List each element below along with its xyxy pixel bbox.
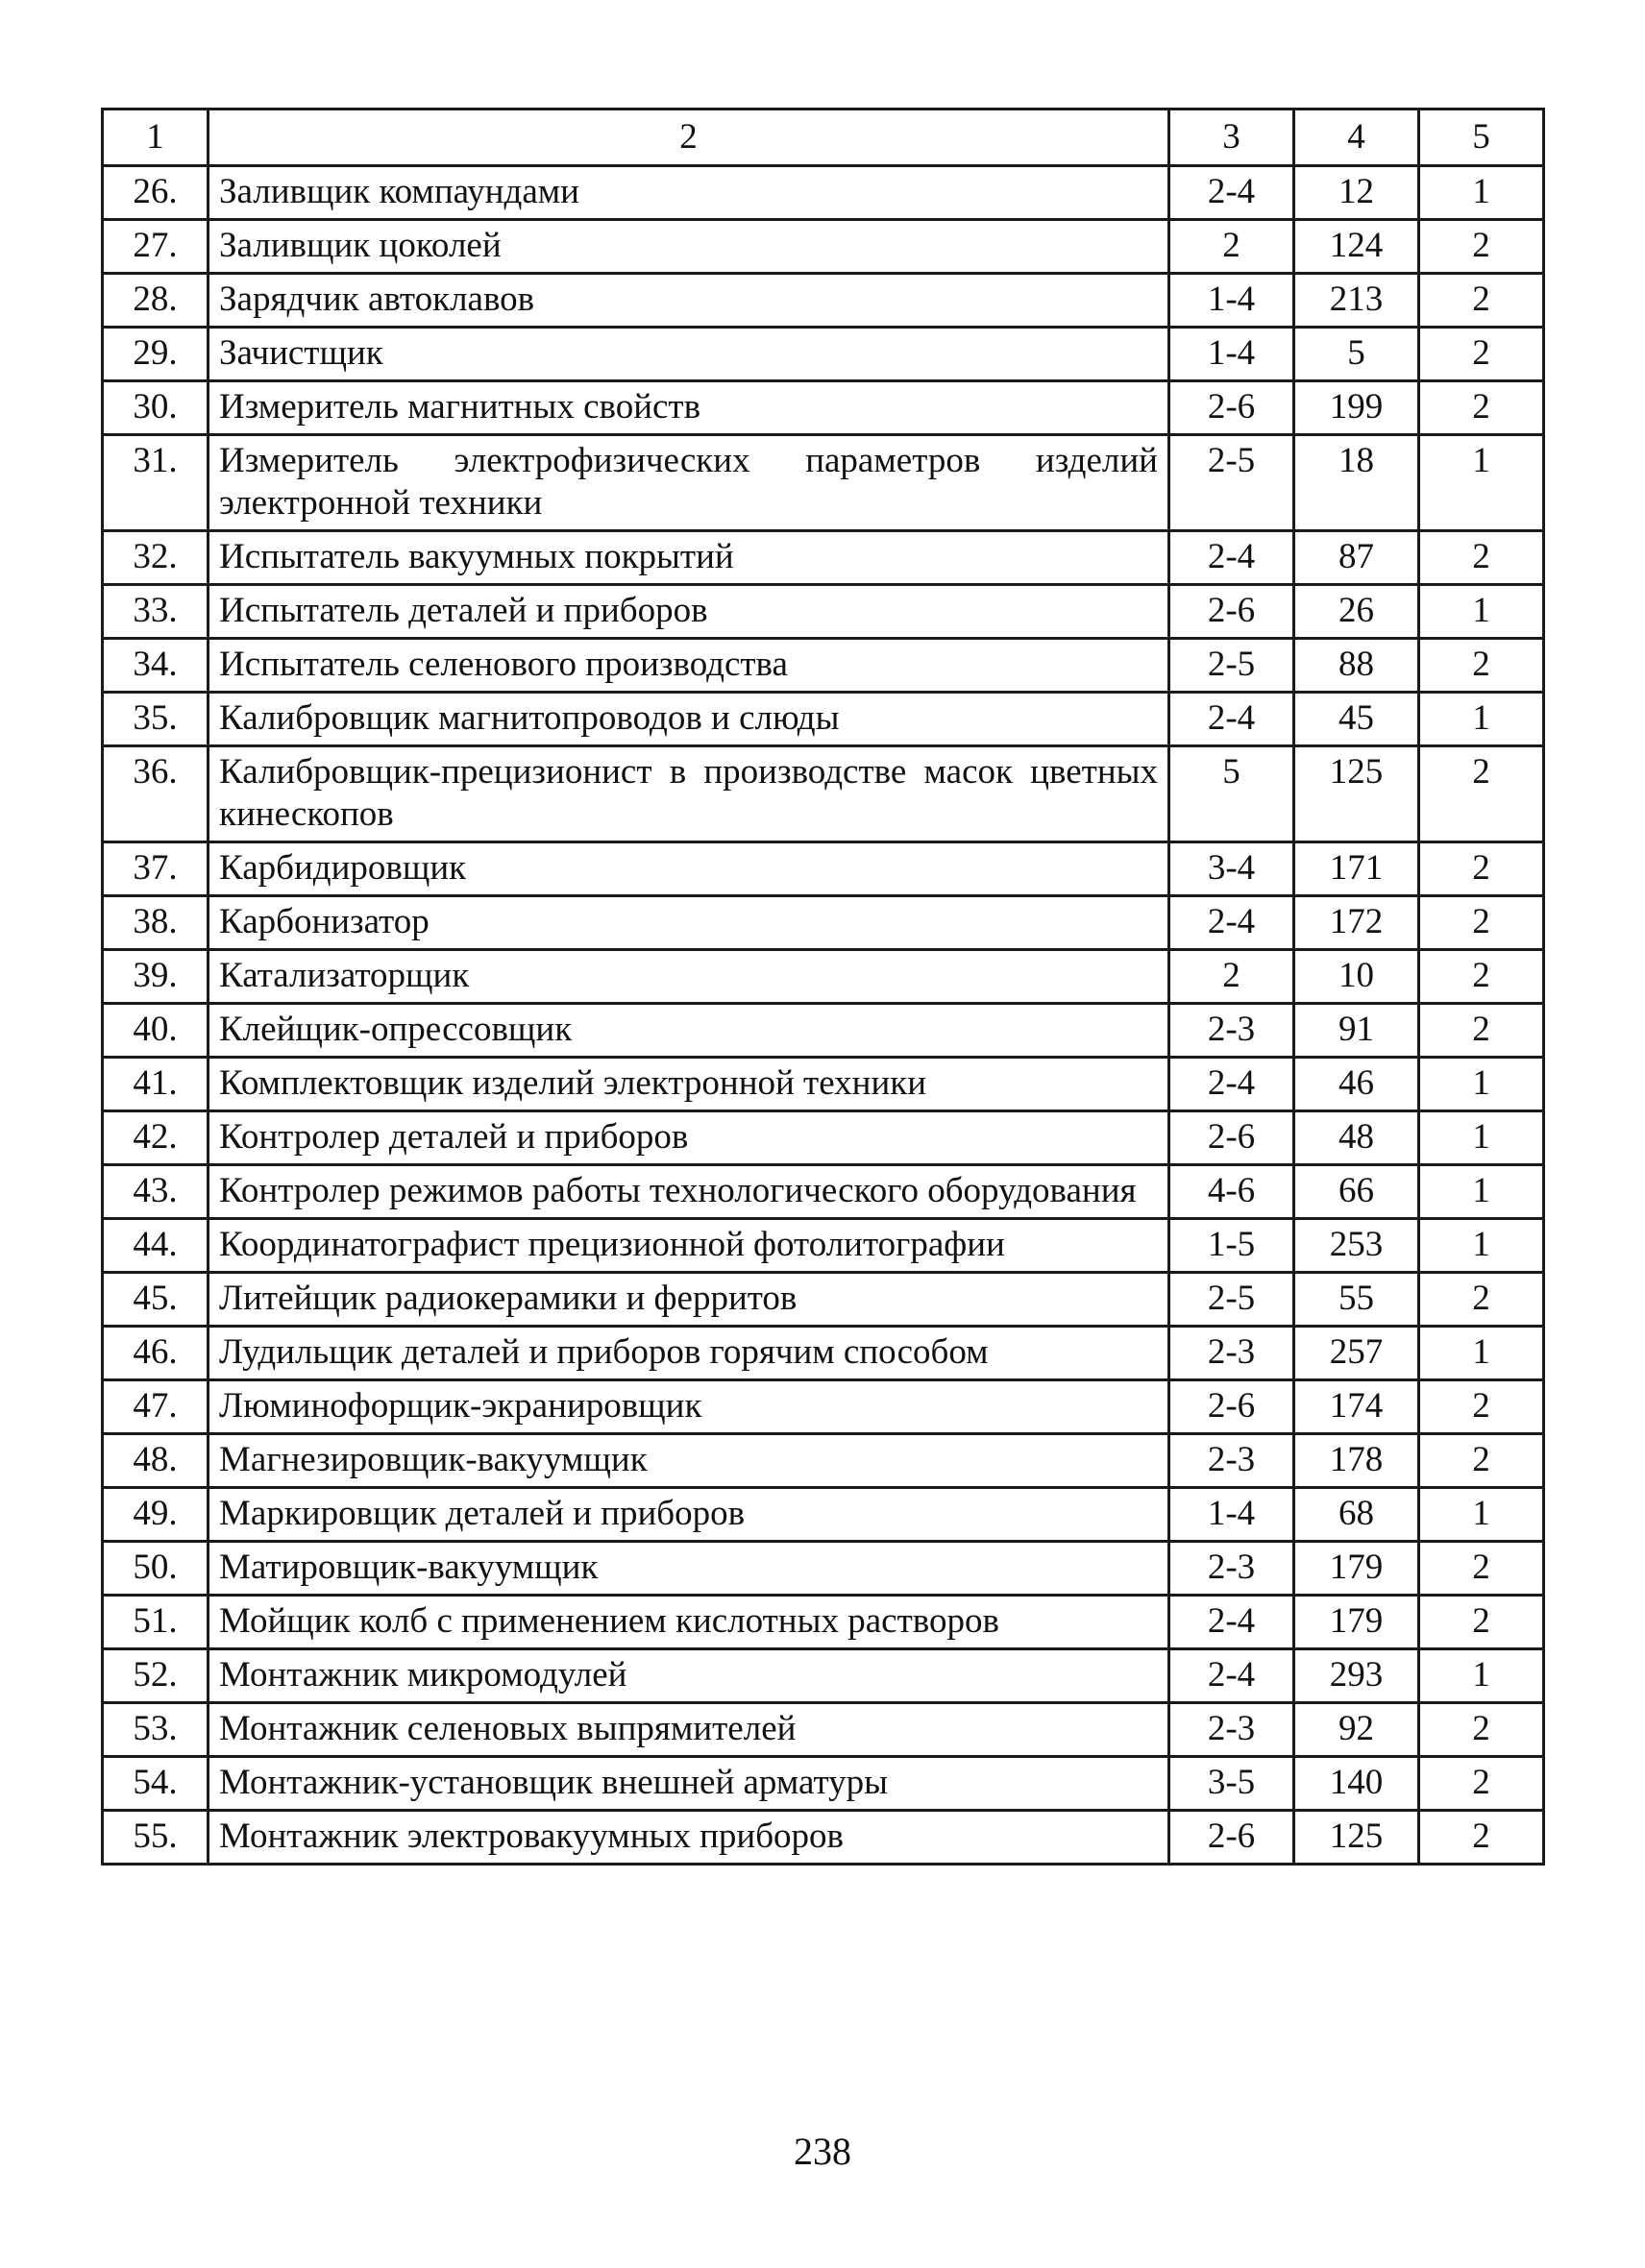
grade-range-cell: 2-4 [1169, 531, 1294, 585]
reference-cell: 46 [1294, 1058, 1419, 1111]
reference-cell: 91 [1294, 1004, 1419, 1058]
reference-cell: 125 [1294, 1811, 1419, 1865]
row-number-cell: 47. [103, 1380, 209, 1434]
reference-cell: 213 [1294, 274, 1419, 328]
table-row [103, 1649, 1544, 1703]
reference-cell: 140 [1294, 1757, 1419, 1811]
table-row [103, 1165, 1544, 1219]
row-number-cell: 30. [103, 381, 209, 435]
occupation-name-cell: Измеритель магнитных свойств [209, 381, 1169, 435]
category-cell: 2 [1419, 531, 1544, 585]
grade-range-cell: 2-3 [1169, 1434, 1294, 1488]
reference-cell: 124 [1294, 220, 1419, 274]
table-row [103, 746, 1544, 842]
reference-cell: 293 [1294, 1649, 1419, 1703]
category-cell: 2 [1419, 1434, 1544, 1488]
occupation-name-cell: Маркировщик деталей и приборов [209, 1488, 1169, 1542]
category-cell: 2 [1419, 274, 1544, 328]
category-cell: 1 [1419, 1111, 1544, 1165]
occupation-name-cell: Литейщик радиокерамики и ферритов [209, 1273, 1169, 1327]
grade-range-cell: 2-5 [1169, 639, 1294, 693]
occupations-table-container [101, 108, 1542, 1866]
occupation-name-cell: Контролер деталей и приборов [209, 1111, 1169, 1165]
row-number-cell: 42. [103, 1111, 209, 1165]
table-row [103, 1004, 1544, 1058]
table-row [103, 1596, 1544, 1649]
occupation-name-cell: Монтажник-установщик внешней арматуры [209, 1757, 1169, 1811]
table-row [103, 1488, 1544, 1542]
reference-cell: 66 [1294, 1165, 1419, 1219]
reference-cell: 55 [1294, 1273, 1419, 1327]
reference-cell: 92 [1294, 1703, 1419, 1757]
category-cell: 2 [1419, 220, 1544, 274]
occupation-name-cell: Карбидировщик [209, 842, 1169, 896]
category-cell: 2 [1419, 639, 1544, 693]
category-cell: 1 [1419, 1327, 1544, 1380]
category-cell: 1 [1419, 693, 1544, 746]
page-number: 238 [794, 2130, 851, 2173]
table-row [103, 842, 1544, 896]
category-cell: 1 [1419, 1488, 1544, 1542]
row-number-cell: 43. [103, 1165, 209, 1219]
table-row [103, 1273, 1544, 1327]
occupation-name-cell: Калибровщик-прецизионист в производстве масок цветных кинескопов [209, 746, 1169, 842]
reference-cell: 10 [1294, 950, 1419, 1004]
occupation-name-cell: Клейщик-опрессовщик [209, 1004, 1169, 1058]
occupation-name-cell: Координатографист прецизионной фотолитографии [209, 1219, 1169, 1273]
table-row [103, 1703, 1544, 1757]
row-number-cell: 28. [103, 274, 209, 328]
category-cell: 1 [1419, 166, 1544, 220]
row-number-cell: 44. [103, 1219, 209, 1273]
table-row [103, 1111, 1544, 1165]
row-number-cell: 31. [103, 435, 209, 531]
reference-cell: 172 [1294, 896, 1419, 950]
category-cell: 2 [1419, 842, 1544, 896]
reference-cell: 18 [1294, 435, 1419, 531]
grade-range-cell: 2 [1169, 220, 1294, 274]
reference-cell: 12 [1294, 166, 1419, 220]
row-number-cell: 33. [103, 585, 209, 639]
row-number-cell: 34. [103, 639, 209, 693]
grade-range-cell: 2-4 [1169, 1596, 1294, 1649]
occupation-name-cell: Зачистщик [209, 328, 1169, 381]
category-cell: 2 [1419, 746, 1544, 842]
table-row [103, 693, 1544, 746]
category-cell: 2 [1419, 1596, 1544, 1649]
reference-cell: 125 [1294, 746, 1419, 842]
table-row [103, 381, 1544, 435]
grade-range-cell: 1-4 [1169, 1488, 1294, 1542]
reference-cell: 178 [1294, 1434, 1419, 1488]
occupation-name-cell: Заливщик цоколей [209, 220, 1169, 274]
table-body [103, 110, 1544, 1865]
category-cell: 2 [1419, 1004, 1544, 1058]
category-cell: 2 [1419, 1380, 1544, 1434]
row-number-cell: 36. [103, 746, 209, 842]
reference-cell: 5 [1294, 328, 1419, 381]
occupation-name-cell: Люминофорщик-экранировщик [209, 1380, 1169, 1434]
grade-range-cell: 2-6 [1169, 1811, 1294, 1865]
table-row [103, 1757, 1544, 1811]
table-row [103, 166, 1544, 220]
header-cell: 4 [1294, 110, 1419, 166]
header-cell: 5 [1419, 110, 1544, 166]
grade-range-cell: 5 [1169, 746, 1294, 842]
occupation-name-cell: Испытатель вакуумных покрытий [209, 531, 1169, 585]
table-row [103, 1434, 1544, 1488]
grade-range-cell: 2-5 [1169, 435, 1294, 531]
occupation-name-cell: Монтажник селеновых выпрямителей [209, 1703, 1169, 1757]
category-cell: 2 [1419, 1542, 1544, 1596]
grade-range-cell: 2-5 [1169, 1273, 1294, 1327]
occupation-name-cell: Измеритель электрофизических параметров изделий электронной техники [209, 435, 1169, 531]
grade-range-cell: 1-4 [1169, 274, 1294, 328]
occupation-name-cell: Карбонизатор [209, 896, 1169, 950]
grade-range-cell: 3-4 [1169, 842, 1294, 896]
table-row [103, 896, 1544, 950]
reference-cell: 68 [1294, 1488, 1419, 1542]
grade-range-cell: 2-3 [1169, 1542, 1294, 1596]
row-number-cell: 52. [103, 1649, 209, 1703]
table-header-row [103, 110, 1544, 166]
row-number-cell: 32. [103, 531, 209, 585]
reference-cell: 179 [1294, 1542, 1419, 1596]
reference-cell: 48 [1294, 1111, 1419, 1165]
grade-range-cell: 2-6 [1169, 1111, 1294, 1165]
grade-range-cell: 2-3 [1169, 1327, 1294, 1380]
row-number-cell: 37. [103, 842, 209, 896]
table-row [103, 435, 1544, 531]
category-cell: 1 [1419, 1058, 1544, 1111]
occupation-name-cell: Монтажник микромодулей [209, 1649, 1169, 1703]
occupation-name-cell: Катализаторщик [209, 950, 1169, 1004]
occupation-name-cell: Мойщик колб с применением кислотных растворов [209, 1596, 1169, 1649]
grade-range-cell: 2-6 [1169, 585, 1294, 639]
reference-cell: 88 [1294, 639, 1419, 693]
occupations-table [101, 108, 1545, 1866]
table-row [103, 531, 1544, 585]
category-cell: 1 [1419, 585, 1544, 639]
table-row [103, 1380, 1544, 1434]
category-cell: 1 [1419, 1165, 1544, 1219]
reference-cell: 253 [1294, 1219, 1419, 1273]
reference-cell: 179 [1294, 1596, 1419, 1649]
category-cell: 1 [1419, 1219, 1544, 1273]
grade-range-cell: 1-4 [1169, 328, 1294, 381]
row-number-cell: 53. [103, 1703, 209, 1757]
occupation-name-cell: Зарядчик автоклавов [209, 274, 1169, 328]
table-row [103, 639, 1544, 693]
occupation-name-cell: Магнезировщик-вакуумщик [209, 1434, 1169, 1488]
occupation-name-cell: Контролер режимов работы технологического оборудования [209, 1165, 1169, 1219]
header-cell: 2 [209, 110, 1169, 166]
category-cell: 2 [1419, 328, 1544, 381]
occupation-name-cell: Монтажник электровакуумных приборов [209, 1811, 1169, 1865]
row-number-cell: 49. [103, 1488, 209, 1542]
row-number-cell: 27. [103, 220, 209, 274]
grade-range-cell: 1-5 [1169, 1219, 1294, 1273]
category-cell: 2 [1419, 381, 1544, 435]
header-cell: 1 [103, 110, 209, 166]
grade-range-cell: 2-4 [1169, 166, 1294, 220]
grade-range-cell: 2-3 [1169, 1703, 1294, 1757]
row-number-cell: 46. [103, 1327, 209, 1380]
category-cell: 1 [1419, 435, 1544, 531]
occupation-name-cell: Испытатель деталей и приборов [209, 585, 1169, 639]
category-cell: 2 [1419, 1811, 1544, 1865]
grade-range-cell: 2-4 [1169, 1649, 1294, 1703]
category-cell: 2 [1419, 1757, 1544, 1811]
table-row [103, 585, 1544, 639]
grade-range-cell: 2-3 [1169, 1004, 1294, 1058]
table-row [103, 1542, 1544, 1596]
category-cell: 1 [1419, 1649, 1544, 1703]
table-row [103, 220, 1544, 274]
category-cell: 2 [1419, 1703, 1544, 1757]
table-row [103, 328, 1544, 381]
reference-cell: 26 [1294, 585, 1419, 639]
grade-range-cell: 2-4 [1169, 896, 1294, 950]
reference-cell: 199 [1294, 381, 1419, 435]
row-number-cell: 29. [103, 328, 209, 381]
header-cell: 3 [1169, 110, 1294, 166]
grade-range-cell: 2-6 [1169, 1380, 1294, 1434]
occupation-name-cell: Заливщик компаундами [209, 166, 1169, 220]
reference-cell: 45 [1294, 693, 1419, 746]
category-cell: 2 [1419, 950, 1544, 1004]
table-row [103, 1219, 1544, 1273]
grade-range-cell: 3-5 [1169, 1757, 1294, 1811]
category-cell: 2 [1419, 1273, 1544, 1327]
row-number-cell: 41. [103, 1058, 209, 1111]
reference-cell: 257 [1294, 1327, 1419, 1380]
row-number-cell: 39. [103, 950, 209, 1004]
row-number-cell: 54. [103, 1757, 209, 1811]
grade-range-cell: 4-6 [1169, 1165, 1294, 1219]
row-number-cell: 35. [103, 693, 209, 746]
occupation-name-cell: Комплектовщик изделий электронной техники [209, 1058, 1169, 1111]
occupation-name-cell: Лудильщик деталей и приборов горячим способом [209, 1327, 1169, 1380]
table-row [103, 274, 1544, 328]
grade-range-cell: 2-6 [1169, 381, 1294, 435]
grade-range-cell: 2 [1169, 950, 1294, 1004]
table-row [103, 1327, 1544, 1380]
occupation-name-cell: Испытатель селенового производства [209, 639, 1169, 693]
reference-cell: 174 [1294, 1380, 1419, 1434]
grade-range-cell: 2-4 [1169, 1058, 1294, 1111]
row-number-cell: 48. [103, 1434, 209, 1488]
table-row [103, 1058, 1544, 1111]
row-number-cell: 40. [103, 1004, 209, 1058]
table-row [103, 950, 1544, 1004]
category-cell: 2 [1419, 896, 1544, 950]
row-number-cell: 50. [103, 1542, 209, 1596]
row-number-cell: 45. [103, 1273, 209, 1327]
row-number-cell: 55. [103, 1811, 209, 1865]
reference-cell: 87 [1294, 531, 1419, 585]
table-row [103, 1811, 1544, 1865]
row-number-cell: 51. [103, 1596, 209, 1649]
reference-cell: 171 [1294, 842, 1419, 896]
grade-range-cell: 2-4 [1169, 693, 1294, 746]
occupation-name-cell: Матировщик-вакуумщик [209, 1542, 1169, 1596]
row-number-cell: 38. [103, 896, 209, 950]
occupation-name-cell: Калибровщик магнитопроводов и слюды [209, 693, 1169, 746]
row-number-cell: 26. [103, 166, 209, 220]
